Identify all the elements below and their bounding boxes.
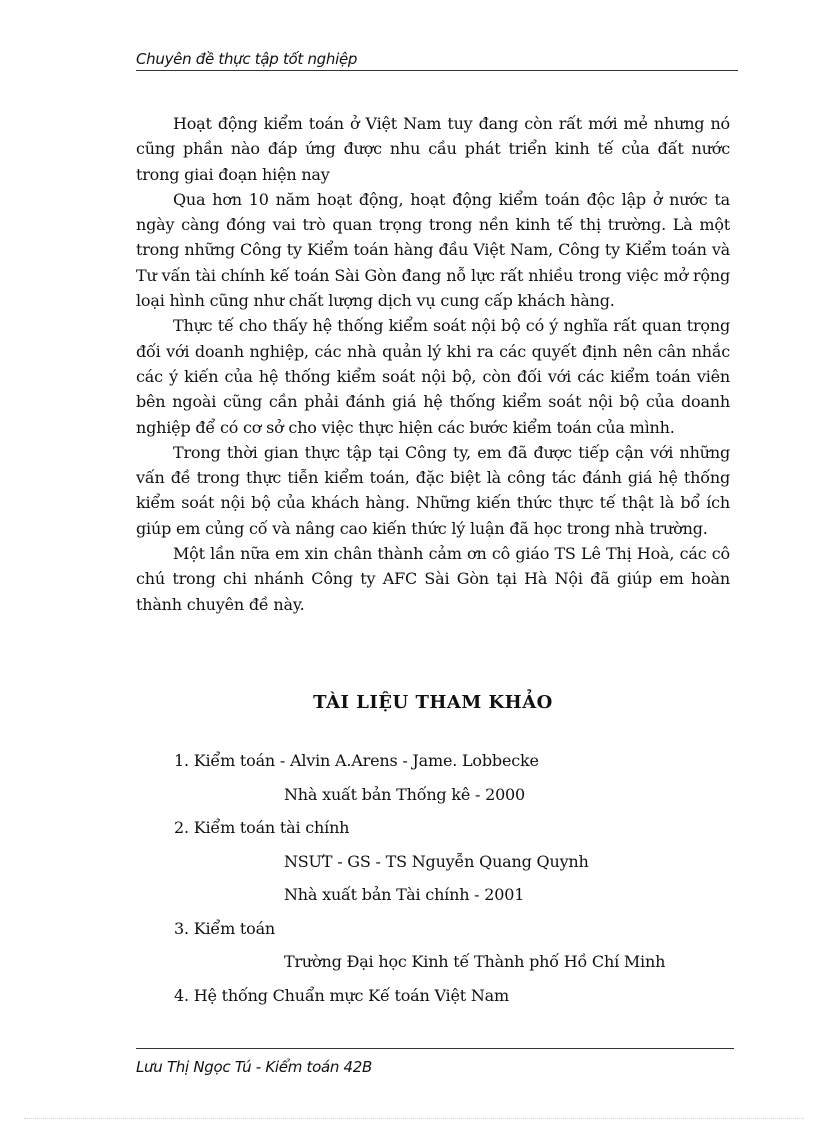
reference-detail: NSƯT - GS - TS Nguyễn Quang Quynh: [284, 851, 589, 871]
header-divider: [136, 70, 738, 71]
references-list: [174, 748, 734, 1016]
reference-item: 4. Hệ thống Chuẩn mực Kế toán Việt Nam: [174, 985, 509, 1005]
reference-item: 1. Kiểm toán - Alvin A.Arens - Jame. Lobbecke: [174, 751, 539, 770]
page-footer-author: Lưu Thị Ngọc Tú - Kiểm toán 42B: [136, 1058, 373, 1076]
page-header-title: Chuyên đề thực tập tốt nghiệp: [136, 50, 358, 68]
page-bottom-edge: [24, 1118, 804, 1119]
reference-item: 2. Kiểm toán tài chính: [174, 818, 350, 837]
reference-detail: Trường Đại học Kinh tế Thành phố Hồ Chí Minh: [284, 952, 666, 971]
footer-divider: [136, 1048, 734, 1049]
reference-detail: Nhà xuất bản Tài chính - 2001: [284, 885, 525, 904]
body-paragraph: Qua hơn 10 năm hoạt động, hoạt động kiểm toán độc lập ở nước ta ngày càng đóng vai trò quan trọng trong nền kinh tế thị trường. Là một trong những Công ty Kiểm toán hàng đầu Việt Nam, Công ty Kiểm toán và Tư vấn tài chính kế toán Sài Gòn đang nỗ lực rất nhiều trong việc mở rộng loại hình cũng như chất lượng dịch vụ cung cấp khách hàng.: [136, 189, 730, 311]
body-paragraph: Hoạt động kiểm toán ở Việt Nam tuy đang còn rất mới mẻ nhưng nó cũng phần nào đáp ứng được nhu cầu phát triển kinh tế của đất nước trong giai đoạn hiện nay: [136, 114, 730, 184]
references-title: TÀI LIỆU THAM KHẢO: [313, 692, 553, 713]
reference-item: 3. Kiểm toán: [174, 918, 276, 938]
body-paragraph: Thực tế cho thấy hệ thống kiểm soát nội bộ có ý nghĩa rất quan trọng đối với doanh nghiệp, các nhà quản lý khi ra các quyết định nên cân nhắc các ý kiến của hệ thống kiểm soát nội bộ, còn đối với các kiểm toán viên bên ngoài cũng cần phải đánh giá hệ thống kiểm soát nội bộ của doanh nghiệp để có cơ sở cho việc thực hiện các bước kiểm toán của mình.: [136, 316, 730, 437]
body-paragraph: Một lần nữa em xin chân thành cảm ơn cô giáo TS Lê Thị Hoà, các cô chú trong chi nhánh Công ty AFC Sài Gòn tại Hà Nội đã giúp em hoàn thành chuyên đề này.: [136, 544, 730, 614]
body-content: [136, 111, 730, 617]
reference-detail: Nhà xuất bản Thống kê - 2000: [284, 784, 526, 804]
body-paragraph: Trong thời gian thực tập tại Công ty, em đã được tiếp cận với những vấn đề trong thực tiễn kiểm toán, đặc biệt là công tác đánh giá hệ thống kiểm soát nội bộ của khách hàng. Những kiến thức thực tế thật là bổ ích giúp em củng cố và nâng cao kiến thức lý luận đã học trong nhà trường.: [136, 442, 730, 538]
